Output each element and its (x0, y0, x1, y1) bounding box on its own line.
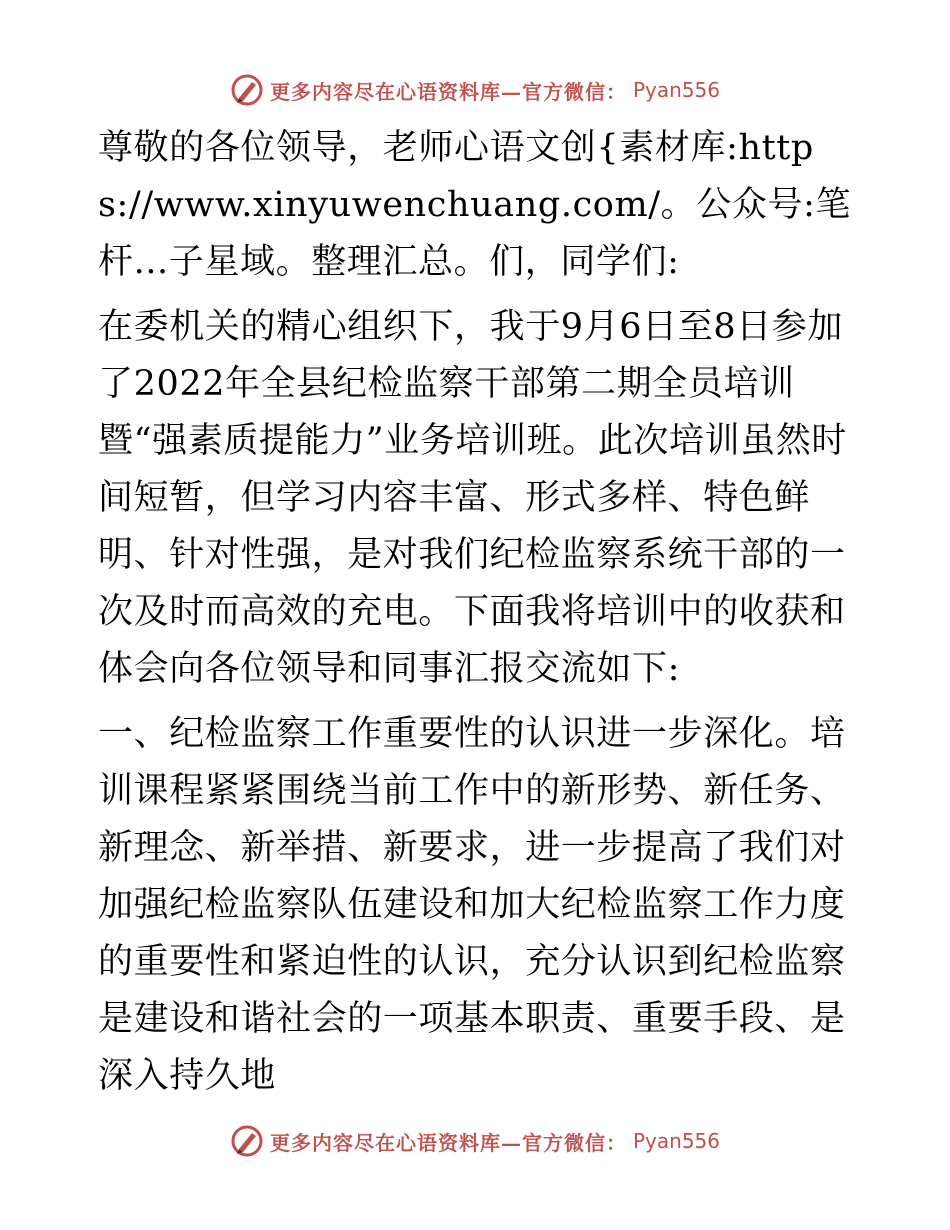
paragraph-section-one: 一、纪检监察工作重要性的认识进一步深化。培训课程紧紧围绕当前工作中的新形势、新任务、新理念、新举措、新要求，进一步提高了我们对加强纪检监察队伍建设和加大纪检监察工作力度的重要性和紧迫性的认识，充分认识到纪检监察是建设和谐社会的一项基本职责、重要手段、是深入持久地 (98, 714, 846, 1096)
footer-banner-text: 更多内容尽在心语资料库—官方微信： (269, 1130, 627, 1155)
paragraph-intro: 在委机关的精心组织下，我于9月6日至8日参加了2022年全县纪检监察干部第二期全员培训暨“强素质提能力”业务培训班。此次培训虽然时间短暂，但学习内容丰富、形式多样、特色鲜明、针对性强，是对我们纪检监察系统干部的一次及时而高效的充电。下面我将培训中的收获和体会向各位领导和同事汇报交流如下: (98, 307, 847, 689)
header-wechat-id: Pyan556 (632, 78, 720, 102)
header-banner-text: 更多内容尽在心语资料库—官方微信： (269, 79, 627, 104)
document-body (98, 120, 858, 1113)
footer-banner (0, 1121, 950, 1161)
paragraph-greeting: 尊敬的各位领导，老师心语文创{素材库:https://www.xinyuwenchuang.com/。公众号:笔杆...子星域。整理汇总。们，同学们: (98, 128, 852, 282)
footer-wechat-id: Pyan556 (632, 1129, 720, 1153)
header-banner (0, 70, 950, 110)
pen-logo-icon (230, 1124, 264, 1158)
pen-logo-icon (230, 73, 264, 107)
